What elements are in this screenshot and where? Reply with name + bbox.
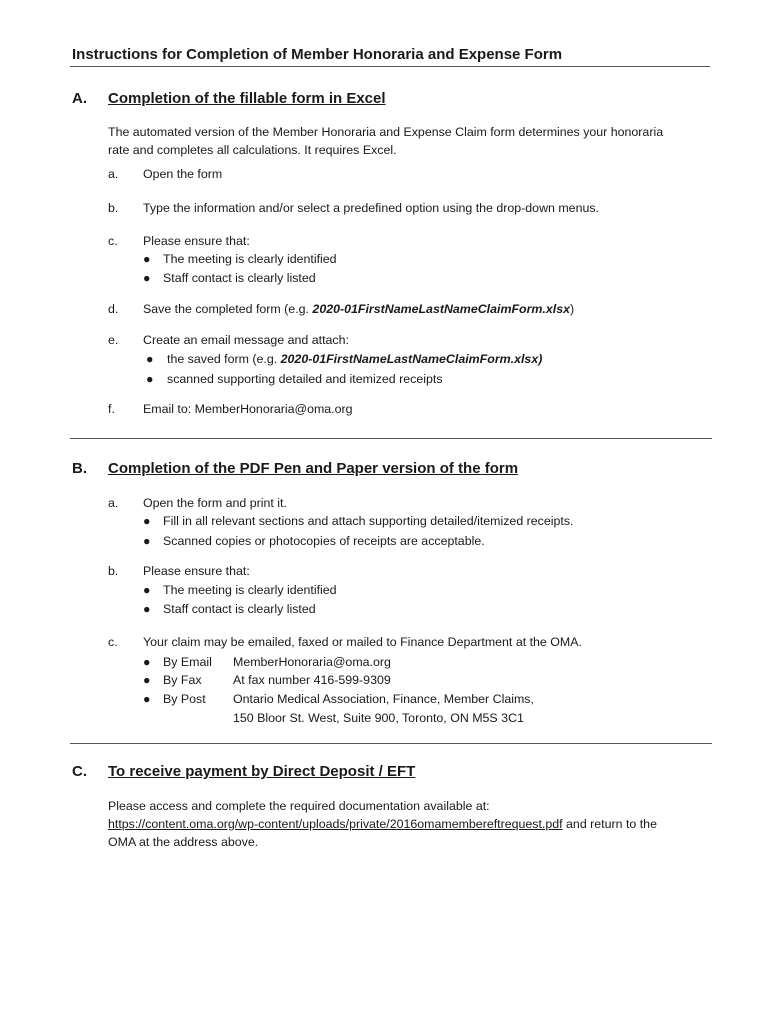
section-c-line-2: https://content.oma.org/wp-content/uploads/private/2016omamembereftrequest.pdf and return to the	[108, 817, 657, 831]
eft-request-link[interactable]: https://content.oma.org/wp-content/uploads/private/2016omamembereftrequest.pdf	[108, 817, 563, 831]
step-letter: a.	[108, 496, 119, 510]
section-divider	[70, 743, 712, 744]
section-a-intro-line-1: The automated version of the Member Honoraria and Expense Claim form determines your honoraria	[108, 125, 664, 139]
bullet-icon: ●	[143, 673, 151, 687]
section-c-line-1: Please access and complete the required documentation available at:	[108, 799, 490, 813]
section-b-heading: Completion of the PDF Pen and Paper version of the form	[108, 460, 519, 477]
step-text: Type the information and/or select a predefined option using the drop-down menus.	[143, 201, 599, 215]
bullet-icon: ●	[143, 692, 151, 706]
step-letter: f.	[108, 402, 115, 416]
bullet-icon: ●	[146, 372, 154, 386]
bullet-icon: ●	[143, 271, 151, 285]
step-letter: c.	[108, 635, 118, 649]
bullet-icon: ●	[143, 514, 151, 528]
step-text: Please ensure that:	[143, 234, 250, 248]
bullet-icon: ●	[143, 655, 151, 669]
section-c-line-3: OMA at the address above.	[108, 835, 259, 849]
step-text: Create an email message and attach:	[143, 333, 349, 347]
bullet-icon: ●	[143, 602, 151, 616]
bullet-icon: ●	[146, 352, 154, 366]
section-a-heading: Completion of the fillable form in Excel	[108, 90, 386, 107]
section-a-intro-line-2: rate and completes all calculations. It requires Excel.	[108, 143, 397, 157]
bullet-icon: ●	[143, 583, 151, 597]
step-text: Your claim may be emailed, faxed or mailed to Finance Department at the OMA.	[143, 635, 582, 649]
step-text: Open the form and print it.	[143, 496, 287, 510]
step-letter: a.	[108, 167, 119, 181]
section-c-heading: To receive payment by Direct Deposit / EFT	[108, 763, 416, 780]
step-letter: b.	[108, 564, 119, 578]
step-text: Save the completed form (e.g. 2020-01FirstNameLastNameClaimForm.xlsx)	[143, 302, 575, 316]
document-title: Instructions for Completion of Member Honoraria and Expense Form	[72, 46, 563, 63]
step-letter: e.	[108, 333, 119, 347]
bullet-icon: ●	[143, 534, 151, 548]
section-b-letter: B.	[72, 460, 87, 477]
step-text: Email to: MemberHonoraria@oma.org	[143, 402, 353, 416]
step-letter: b.	[108, 201, 119, 215]
title-divider	[70, 66, 710, 67]
step-text: Please ensure that:	[143, 564, 250, 578]
section-c-letter: C.	[72, 763, 87, 780]
step-text: Open the form	[143, 167, 223, 181]
section-a-letter: A.	[72, 90, 87, 107]
post-address-line-2: 150 Bloor St. West, Suite 900, Toronto, ON M5S 3C1	[233, 711, 524, 725]
bullet-icon: ●	[143, 252, 151, 266]
filename: 2020-01FirstNameLastNameClaimForm.xlsx	[312, 302, 570, 316]
section-divider	[70, 438, 712, 439]
step-letter: c.	[108, 234, 118, 248]
filename: 2020-01FirstNameLastNameClaimForm.xlsx)	[280, 352, 543, 366]
step-letter: d.	[108, 302, 119, 316]
